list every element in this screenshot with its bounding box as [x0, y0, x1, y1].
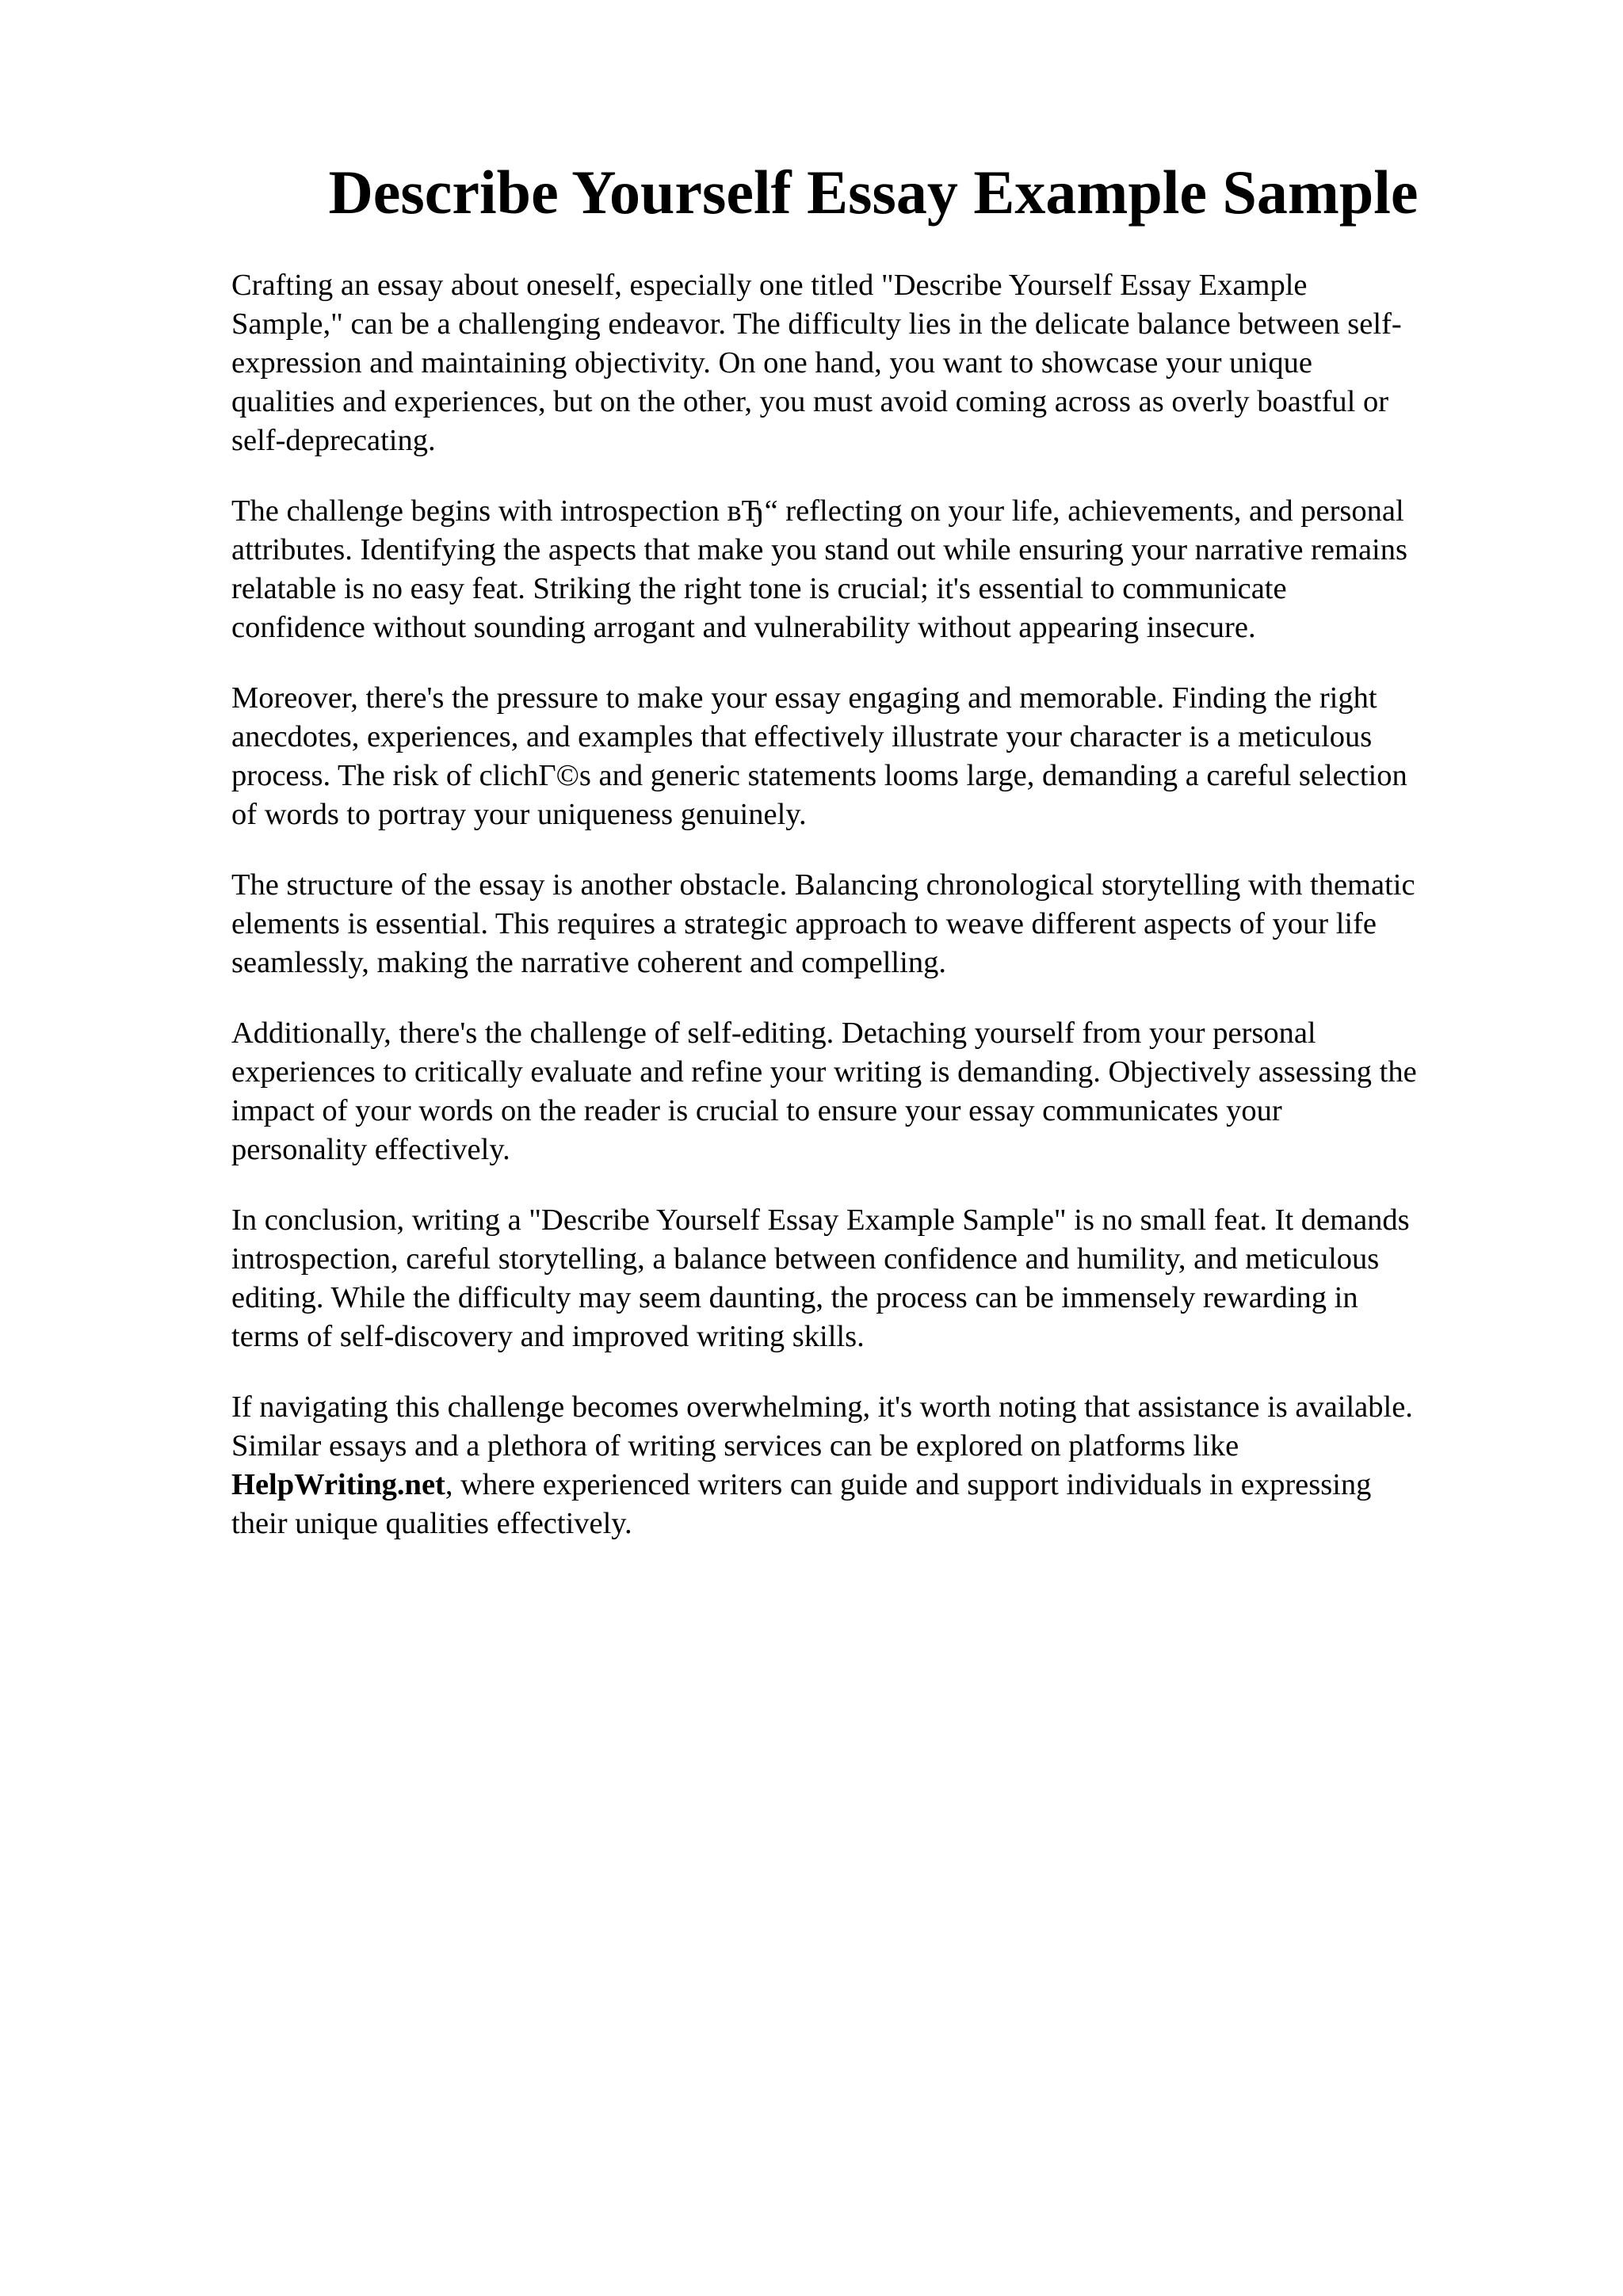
paragraph-7 — [231, 1388, 1531, 1543]
helpwriting-link[interactable]: HelpWriting.net — [231, 1468, 445, 1501]
document-title: Describe Yourself Essay Example Sample — [328, 158, 1419, 227]
paragraph-2: The challenge begins with introspection вЂ“ reflecting on your life, achievements, and personal attributes. Identifying the aspects that make you stand out while ensuring your narrative remains relatable is no easy feat. Striking the right tone is crucial; it's essential to communicate confidence without sounding arrogant and vulnerability without appearing insecure. — [231, 494, 1407, 644]
paragraph-7-lead: If navigating this challenge becomes overwhelming, it's worth noting that assistance is available. Similar essays and a plethora of writing services can be explored on platforms like — [231, 1390, 1413, 1463]
paragraph-4: The structure of the essay is another obstacle. Balancing chronological storytelling with thematic elements is essential. This requires a strategic approach to weave different aspects of your life seamlessly, making the narrative coherent and compelling. — [231, 868, 1415, 979]
paragraph-3: Moreover, there's the pressure to make your essay engaging and memorable. Finding the right anecdotes, experiences, and examples that effectively illustrate your character is a meticulous process. The risk of clichГ©s and generic statements looms large, demanding a careful selection of words to portray your uniqueness genuinely. — [231, 681, 1407, 831]
paragraph-1: Crafting an essay about oneself, especially one titled "Describe Yourself Essay Example Sample," can be a challenging endeavor. The difficulty lies in the delicate balance between self- expression and maintaining objectivity. On one hand, you want to showcase your unique qualities and experiences, but on the other, you must avoid coming across as overly boastful or self-deprecating. — [231, 269, 1402, 457]
paragraph-7-tail: , where experienced writers can guide and support individuals in expressing their unique qualities effectively. — [231, 1468, 1372, 1540]
paragraph-5: Additionally, there's the challenge of self-editing. Detaching yourself from your personal experiences to critically evaluate and refine your writing is demanding. Objectively assessing the impact of your words on the reader is crucial to ensure your essay communicates your personality effectively. — [231, 1016, 1417, 1166]
document-body — [231, 266, 1531, 1543]
paragraph-6: In conclusion, writing a "Describe Yourself Essay Example Sample" is no small feat. It demands introspection, careful storytelling, a balance between confidence and humility, and meticulous editing. While the difficulty may seem daunting, the process can be immensely rewarding in terms of self-discovery and improved writing skills. — [231, 1203, 1410, 1353]
